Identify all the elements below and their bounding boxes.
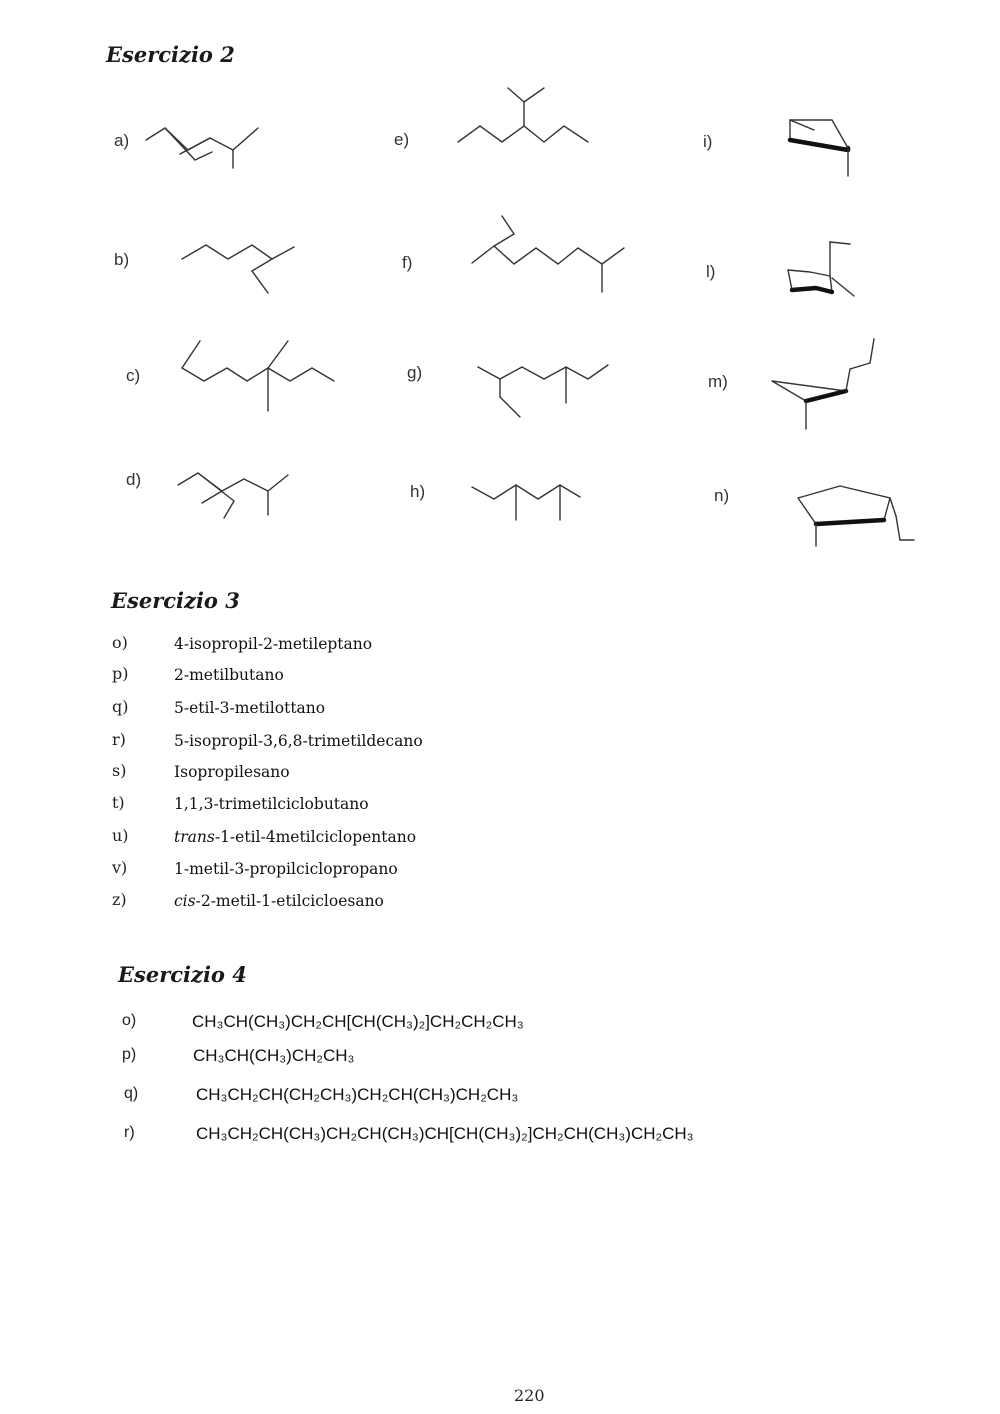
condensed-formula: CH₃CH₂CH(CH₂CH₃)CH₂CH(CH₃)CH₂CH₃: [196, 1085, 519, 1104]
skeletal-structure-c: [172, 333, 342, 418]
item-letter: z): [112, 890, 127, 909]
skeletal-structure-b: [176, 235, 306, 305]
skeletal-structure-e: [452, 80, 597, 155]
skeletal-structure-g: [472, 355, 612, 425]
structure-label-c: c): [126, 366, 141, 385]
compound-name: 2-metilbutano: [174, 666, 284, 684]
item-letter: r): [124, 1124, 135, 1141]
structure-label-i: i): [703, 132, 713, 151]
structure-label-g: g): [407, 363, 423, 382]
item-letter: p): [122, 1046, 137, 1063]
item-letter: o): [122, 1012, 137, 1029]
item-letter: v): [112, 858, 128, 877]
structure-label-d: d): [126, 470, 142, 489]
cyclopentane-structure-n: [790, 478, 915, 550]
exercise-4-heading: Esercizio 4: [118, 962, 247, 987]
structure-label-a: a): [114, 131, 130, 150]
compound-name: 1-metil-3-propilciclopropano: [174, 860, 398, 878]
item-letter: r): [112, 730, 126, 749]
item-letter: q): [112, 697, 129, 716]
compound-name: 4-isopropil-2-metileptano: [174, 635, 373, 653]
page-number: 220: [514, 1386, 545, 1405]
structure-label-n: n): [714, 486, 730, 505]
skeletal-structure-a: [140, 110, 270, 185]
structure-label-b: b): [114, 250, 130, 269]
condensed-formula: CH₃CH(CH₃)CH₂CH[CH(CH₃)₂]CH₂CH₂CH₃: [192, 1012, 524, 1031]
exercise-2-heading: Esercizio 2: [106, 42, 235, 67]
structure-label-m: m): [708, 372, 728, 391]
item-letter: p): [112, 664, 129, 683]
cyclobutane-structure-i: [782, 110, 862, 180]
compound-name: 5-isopropil-3,6,8-trimetildecano: [174, 732, 423, 750]
compound-name: 5-etil-3-metilottano: [174, 699, 326, 717]
compound-name: Isopropilesano: [174, 763, 290, 781]
item-letter: s): [112, 761, 127, 780]
item-letter: t): [112, 793, 125, 812]
exercise-3-heading: Esercizio 3: [111, 588, 240, 613]
item-letter: u): [112, 826, 129, 845]
skeletal-structure-d: [172, 463, 297, 528]
compound-name: [174, 828, 416, 846]
structure-label-f: f): [402, 253, 413, 272]
condensed-formula: CH₃CH₂CH(CH₃)CH₂CH(CH₃)CH[CH(CH₃)₂]CH₂CH(CH₃)CH₂CH₃: [196, 1124, 694, 1143]
cyclopropane-structure-m: [766, 333, 886, 433]
stereo-prefix: cis: [174, 892, 196, 910]
compound-name-rest: -1-etil-4metilciclopentano: [214, 828, 417, 846]
compound-name: 1,1,3-trimetilciclobutano: [174, 795, 369, 813]
item-letter: q): [124, 1085, 139, 1102]
item-letter: o): [112, 633, 128, 652]
structure-label-e: e): [394, 130, 410, 149]
compound-name: [174, 892, 384, 910]
skeletal-structure-f: [466, 208, 631, 298]
structure-label-h: h): [410, 482, 426, 501]
condensed-formula: CH₃CH(CH₃)CH₂CH₃: [193, 1046, 355, 1065]
cyclohexane-structure-l: [782, 234, 862, 304]
stereo-prefix: trans: [174, 828, 215, 846]
compound-name-rest: -2-metil-1-etilcicloesano: [195, 892, 384, 910]
skeletal-structure-h: [466, 475, 586, 530]
structure-label-l: l): [706, 262, 716, 281]
